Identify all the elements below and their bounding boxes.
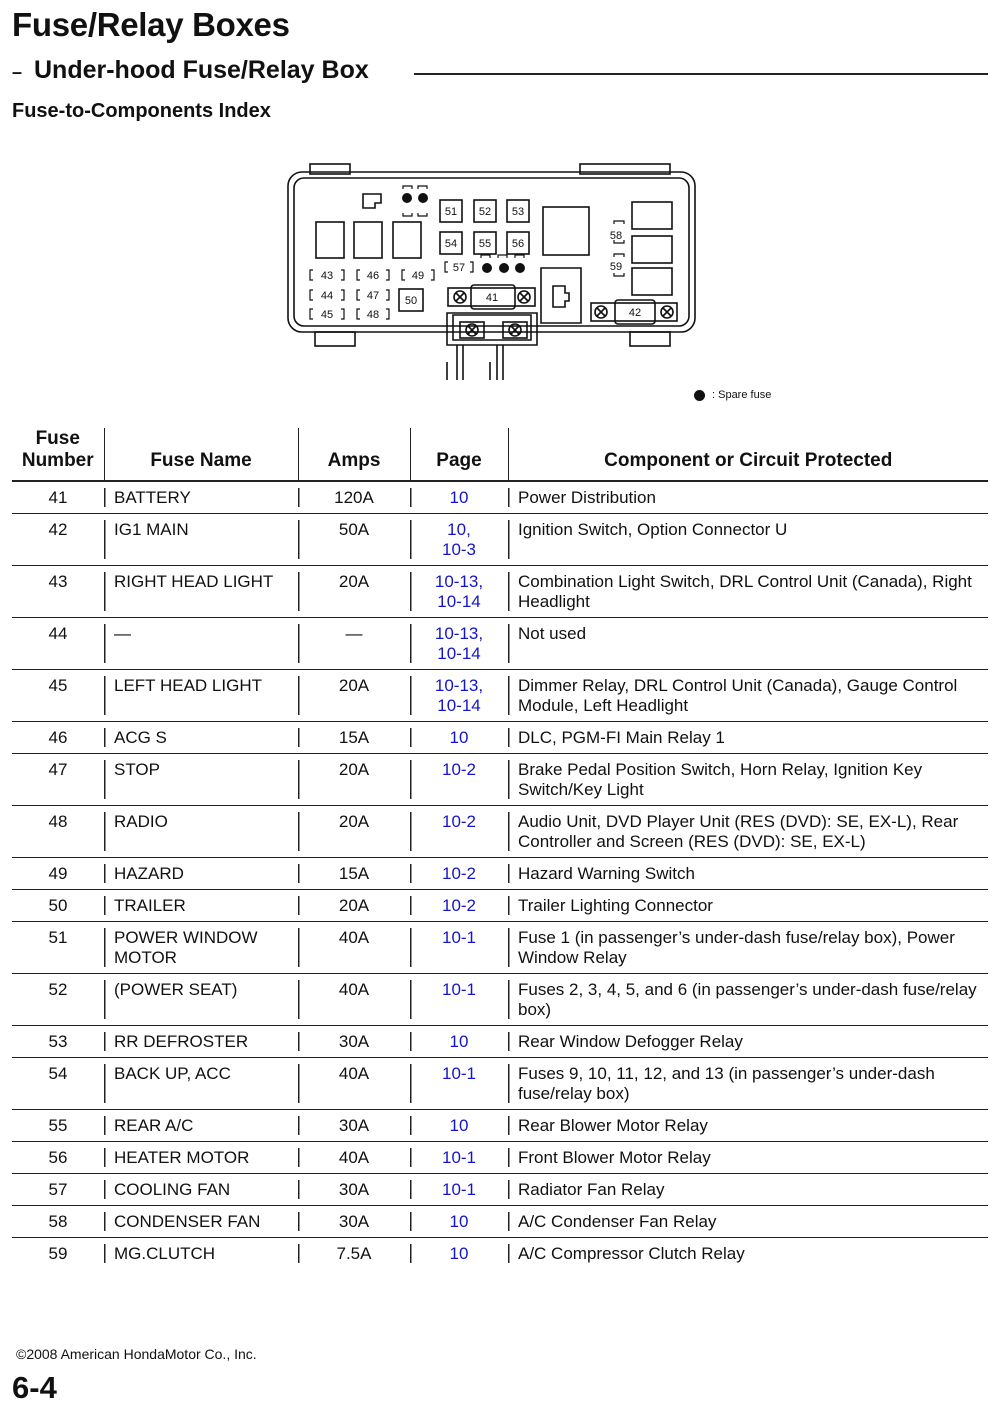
- col-header-page: Page: [410, 428, 508, 481]
- cell-page-link[interactable]: 10-13, 10-14: [410, 670, 508, 722]
- table-row: [12, 806, 988, 858]
- fuse-index-table: [12, 428, 988, 1269]
- cell-amps: 20A: [298, 806, 410, 858]
- cell-component: Ignition Switch, Option Connector U: [508, 514, 988, 566]
- cell-fuse-name: HEATER MOTOR: [104, 1142, 298, 1174]
- fuse-table-body: [12, 481, 988, 1269]
- cell-page-link[interactable]: 10-2: [410, 754, 508, 806]
- table-row: [12, 890, 988, 922]
- spare-fuse-dot: [482, 263, 492, 273]
- cell-page-link[interactable]: 10-1: [410, 974, 508, 1026]
- cell-amps: 50A: [298, 514, 410, 566]
- cell-fuse-name: IG1 MAIN: [104, 514, 298, 566]
- cell-fuse-number: 48: [12, 806, 104, 858]
- cell-fuse-name: ACG S: [104, 722, 298, 754]
- fuse-label-54: 54: [444, 238, 458, 250]
- cell-page-link[interactable]: 10: [410, 1110, 508, 1142]
- cell-fuse-name: RIGHT HEAD LIGHT: [104, 566, 298, 618]
- cell-amps: 20A: [298, 754, 410, 806]
- cell-page-link[interactable]: 10-2: [410, 858, 508, 890]
- cell-fuse-number: 50: [12, 890, 104, 922]
- cell-component: Dimmer Relay, DRL Control Unit (Canada), Gauge Control Module, Left Headlight: [508, 670, 988, 722]
- cell-fuse-number: 51: [12, 922, 104, 974]
- cell-amps: 20A: [298, 670, 410, 722]
- cell-fuse-number: 58: [12, 1206, 104, 1238]
- cell-fuse-number: 45: [12, 670, 104, 722]
- fuse-label-46: 46: [366, 270, 380, 282]
- spare-fuse-dot: [418, 193, 428, 203]
- cell-component: Fuses 2, 3, 4, 5, and 6 (in passenger’s under-dash fuse/relay box): [508, 974, 988, 1026]
- cell-component: A/C Condenser Fan Relay: [508, 1206, 988, 1238]
- cell-component: Brake Pedal Position Switch, Horn Relay, Ignition Key Switch/Key Light: [508, 754, 988, 806]
- table-row: [12, 974, 988, 1026]
- section-header: [12, 56, 988, 86]
- cell-fuse-name: BATTERY: [104, 481, 298, 514]
- cell-fuse-number: 55: [12, 1110, 104, 1142]
- cell-component: Front Blower Motor Relay: [508, 1142, 988, 1174]
- copyright: ©2008 American HondaMotor Co., Inc.: [16, 1346, 257, 1362]
- section-subtitle: Under-hood Fuse/Relay Box: [34, 56, 369, 84]
- cell-amps: 40A: [298, 974, 410, 1026]
- table-row: [12, 1238, 988, 1270]
- cell-component: Trailer Lighting Connector: [508, 890, 988, 922]
- table-row: [12, 670, 988, 722]
- fuse-label-45: 45: [320, 309, 334, 321]
- cell-fuse-name: REAR A/C: [104, 1110, 298, 1142]
- cell-fuse-number: 52: [12, 974, 104, 1026]
- fuse-label-49: 49: [411, 270, 425, 282]
- fuse-label-56: 56: [511, 238, 525, 250]
- cell-amps: 40A: [298, 922, 410, 974]
- cell-component: Fuses 9, 10, 11, 12, and 13 (in passenger’s under-dash fuse/relay box): [508, 1058, 988, 1110]
- cell-amps: 7.5A: [298, 1238, 410, 1270]
- page-number: 6-4: [12, 1370, 57, 1405]
- cell-fuse-number: 42: [12, 514, 104, 566]
- spare-fuse-dot: [499, 263, 509, 273]
- spare-fuse-legend-dot: [694, 390, 705, 401]
- cell-page-link[interactable]: 10-13, 10-14: [410, 618, 508, 670]
- cell-page-link[interactable]: 10-1: [410, 1142, 508, 1174]
- cell-fuse-name: (POWER SEAT): [104, 974, 298, 1026]
- spare-fuse-dot: [515, 263, 525, 273]
- cell-fuse-number: 46: [12, 722, 104, 754]
- col-header-component: Component or Circuit Protected: [508, 428, 988, 481]
- fuse-label-51: 51: [444, 206, 458, 218]
- cell-component: Power Distribution: [508, 481, 988, 514]
- cell-component: Hazard Warning Switch: [508, 858, 988, 890]
- cell-amps: 20A: [298, 566, 410, 618]
- cell-component: DLC, PGM-FI Main Relay 1: [508, 722, 988, 754]
- cell-page-link[interactable]: 10: [410, 481, 508, 514]
- cell-page-link[interactable]: 10-2: [410, 806, 508, 858]
- cell-amps: 40A: [298, 1058, 410, 1110]
- fuse-label-57: 57: [452, 262, 466, 274]
- col-header-fuse-number: [12, 428, 104, 481]
- spare-fuse-legend: [694, 389, 771, 401]
- cell-fuse-name: BACK UP, ACC: [104, 1058, 298, 1110]
- cell-fuse-name: POWER WINDOW MOTOR: [104, 922, 298, 974]
- fuse-label-52: 52: [478, 206, 492, 218]
- cell-page-link[interactable]: 10: [410, 722, 508, 754]
- cell-page-link[interactable]: 10: [410, 1026, 508, 1058]
- cell-fuse-name: RR DEFROSTER: [104, 1026, 298, 1058]
- fuse-label-47: 47: [366, 290, 380, 302]
- cell-amps: —: [298, 618, 410, 670]
- cell-component: Rear Blower Motor Relay: [508, 1110, 988, 1142]
- table-row: [12, 1058, 988, 1110]
- cell-component: Combination Light Switch, DRL Control Unit (Canada), Right Headlight: [508, 566, 988, 618]
- cell-amps: 30A: [298, 1174, 410, 1206]
- fuse-label-48: 48: [366, 309, 380, 321]
- cell-amps: 40A: [298, 1142, 410, 1174]
- fuse-label-55: 55: [478, 238, 492, 250]
- cell-fuse-name: CONDENSER FAN: [104, 1206, 298, 1238]
- spare-fuse-dot: [402, 193, 412, 203]
- cell-fuse-name: MG.CLUTCH: [104, 1238, 298, 1270]
- cell-fuse-number: 49: [12, 858, 104, 890]
- table-row: [12, 1174, 988, 1206]
- cell-page-link[interactable]: 10-1: [410, 1058, 508, 1110]
- table-row: [12, 514, 988, 566]
- cell-component: Audio Unit, DVD Player Unit (RES (DVD): SE, EX-L), Rear Controller and Screen (RES (DVD): SE, EX-L): [508, 806, 988, 858]
- table-row: [12, 1110, 988, 1142]
- table-row: [12, 1142, 988, 1174]
- col-header-fuse-name: Fuse Name: [104, 428, 298, 481]
- cell-amps: 20A: [298, 890, 410, 922]
- table-row: [12, 566, 988, 618]
- fuse-label-42: 42: [628, 307, 642, 319]
- col-header-fuse-number-line2: Number: [21, 450, 94, 471]
- section-rule: [414, 73, 988, 75]
- table-row: [12, 922, 988, 974]
- cell-fuse-name: HAZARD: [104, 858, 298, 890]
- cell-component: Fuse 1 (in passenger’s under-dash fuse/relay box), Power Window Relay: [508, 922, 988, 974]
- cell-amps: 30A: [298, 1026, 410, 1058]
- cell-fuse-name: LEFT HEAD LIGHT: [104, 670, 298, 722]
- cell-fuse-number: 53: [12, 1026, 104, 1058]
- fuse-label-43: 43: [320, 270, 334, 282]
- index-heading: Fuse-to-Components Index: [12, 100, 271, 122]
- cell-amps: 15A: [298, 722, 410, 754]
- cell-amps: 15A: [298, 858, 410, 890]
- table-row: [12, 858, 988, 890]
- cell-page-link[interactable]: 10-1: [410, 1174, 508, 1206]
- cell-fuse-name: STOP: [104, 754, 298, 806]
- table-row: [12, 1206, 988, 1238]
- section-dash: –: [12, 62, 23, 82]
- cell-component: Rear Window Defogger Relay: [508, 1026, 988, 1058]
- cell-page-link[interactable]: 10, 10-3: [410, 514, 508, 566]
- cell-fuse-number: 54: [12, 1058, 104, 1110]
- table-row: [12, 618, 988, 670]
- fuse-label-44: 44: [320, 290, 334, 302]
- cell-fuse-name: COOLING FAN: [104, 1174, 298, 1206]
- fuse-label-53: 53: [511, 206, 525, 218]
- table-row: [12, 1026, 988, 1058]
- cell-fuse-number: 44: [12, 618, 104, 670]
- cell-fuse-name: —: [104, 618, 298, 670]
- cell-page-link[interactable]: 10: [410, 1238, 508, 1270]
- page-title: Fuse/Relay Boxes: [12, 6, 290, 43]
- cell-page-link[interactable]: 10-2: [410, 890, 508, 922]
- cell-component: Not used: [508, 618, 988, 670]
- cell-fuse-name: RADIO: [104, 806, 298, 858]
- col-header-fuse-number-line1: Fuse: [35, 428, 80, 449]
- cell-amps: 120A: [298, 481, 410, 514]
- table-row: [12, 754, 988, 806]
- cell-amps: 30A: [298, 1110, 410, 1142]
- fuse-box-diagram: [285, 160, 705, 385]
- cell-fuse-number: 59: [48, 1244, 68, 1263]
- cell-amps: 30A: [298, 1206, 410, 1238]
- fuse-label-58: 58: [609, 230, 623, 242]
- cell-page-link[interactable]: 10: [410, 1206, 508, 1238]
- cell-fuse-number: 57: [12, 1174, 104, 1206]
- fuse-label-41: 41: [485, 292, 499, 304]
- spare-fuse-legend-label: : Spare fuse: [712, 389, 772, 401]
- cell-fuse-name: TRAILER: [104, 890, 298, 922]
- cell-page-link[interactable]: 10-1: [410, 922, 508, 974]
- fuse-label-59: 59: [609, 261, 623, 273]
- cell-fuse-number: 43: [12, 566, 104, 618]
- cell-fuse-number: 47: [12, 754, 104, 806]
- cell-fuse-number: 56: [12, 1142, 104, 1174]
- cell-page-link[interactable]: 10-13, 10-14: [410, 566, 508, 618]
- table-row: [12, 722, 988, 754]
- cell-component: A/C Compressor Clutch Relay: [508, 1238, 988, 1270]
- fuse-label-50: 50: [404, 295, 418, 307]
- cell-fuse-number: 41: [12, 481, 104, 514]
- cell-component: Radiator Fan Relay: [508, 1174, 988, 1206]
- col-header-amps: Amps: [298, 428, 410, 481]
- table-header-row: [12, 428, 988, 481]
- table-row: [12, 481, 988, 514]
